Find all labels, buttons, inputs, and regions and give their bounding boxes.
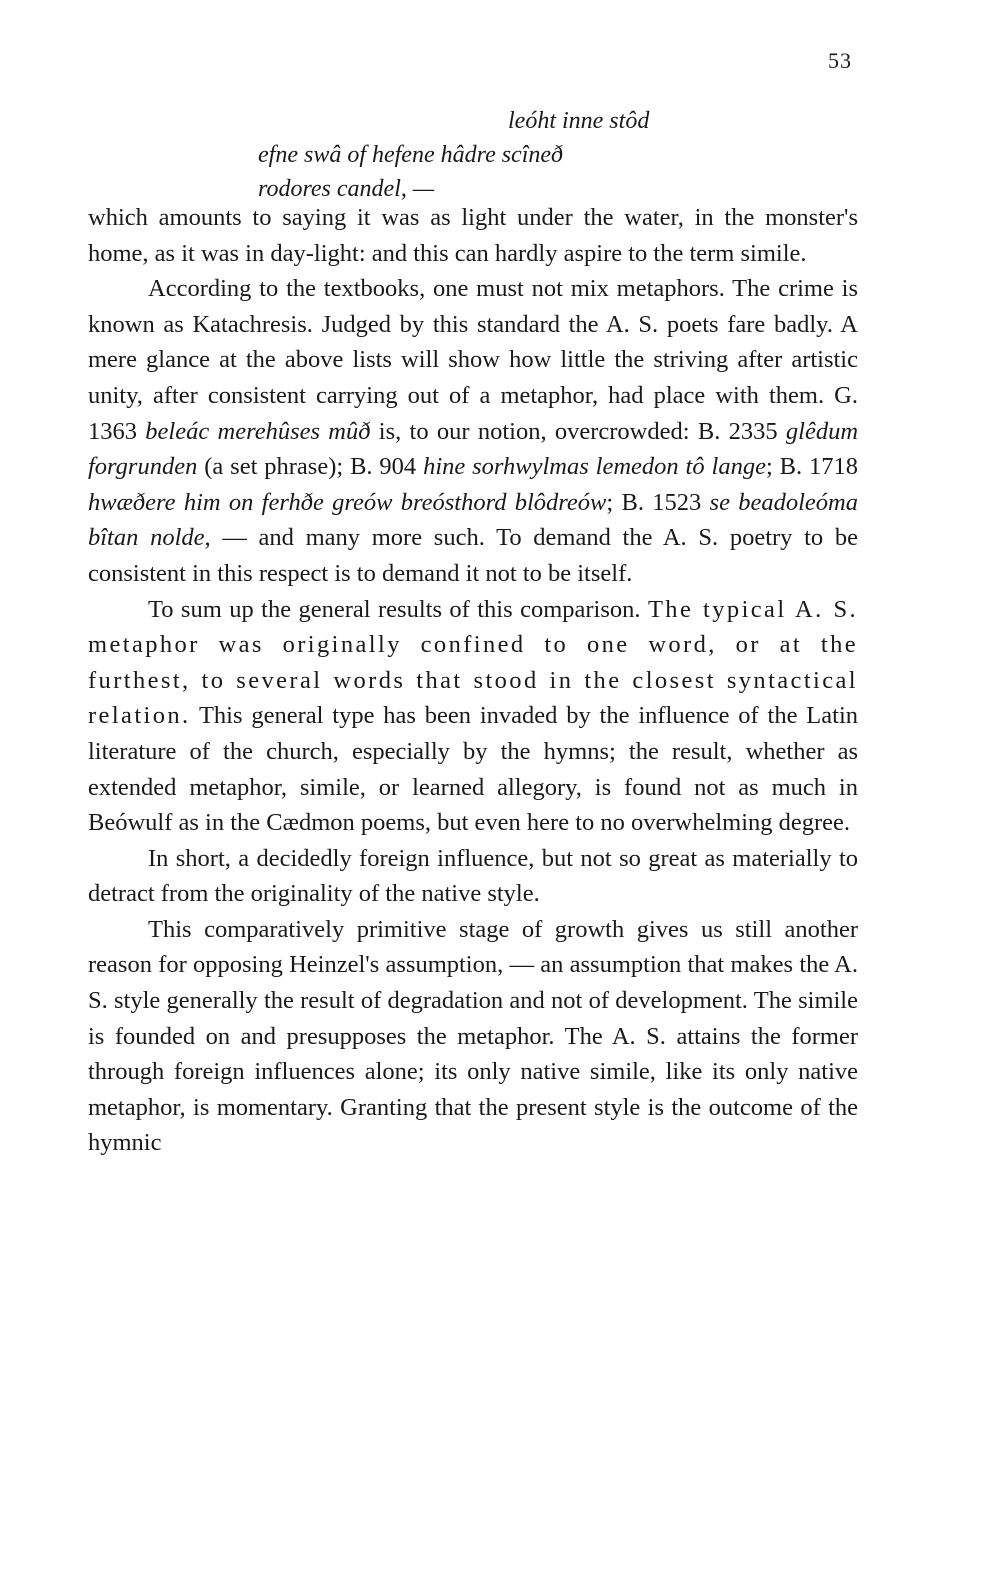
verse-line-1: leóht inne stôd	[508, 108, 650, 134]
quotation-hwaedere: hwæðere him on ferhðe greów breósthord blôdreów	[88, 488, 607, 516]
paragraph-4: In short, a decidedly foreign influence, but not so great as materially to detract from the originality of the native style.	[88, 844, 858, 908]
quotation-beadoleoma: se beadoleóma bîtan nolde	[88, 488, 858, 552]
paragraph-2-text-2: is, to our notion, overcrowded: B. 2335	[370, 417, 786, 445]
body-text	[88, 200, 858, 1161]
verse-line-3: rodores candel, —	[258, 176, 435, 202]
paragraph-2-text-1: According to the textbooks, one must not mix metaphors. The crime is known as Katachresis. Judged by this standard the A. S. poets fare badly. A mere glance at the above lists will show how little the striving after artistic unity, after consistent carrying out of a metaphor, had place with them. G. 1363	[88, 275, 858, 445]
paragraph-2-text-4: ; B. 1718	[765, 453, 859, 481]
page-number: 53	[828, 48, 852, 73]
paragraph-2	[88, 271, 858, 591]
paragraph-3-emphasis: The typical A. S. metaphor was originally confined to one word, or at the furthest, to several words that stood in the closest syntactical relation.	[88, 595, 858, 730]
quotation-sorhwylmas: hine sorhwylmas lemedon tô lange	[423, 453, 766, 481]
paragraph-3-text-3: This general type has been invaded by the influence of the Latin literature of the church, especially by the hymns; the result, whether as extended metaphor, simile, or learned allegory, is found not as much in Beówulf as in the Cædmon poems, but even here to no overwhelming degree.	[88, 702, 858, 837]
paragraph-2-text-3: (a set phrase); B. 904	[197, 453, 424, 481]
paragraph-3	[88, 592, 858, 841]
paragraph-5: This comparatively primitive stage of growth gives us still another reason for opposing Heinzel's assumption, — an assumption that makes the A. S. style generally the result of degradation and not of development. The simile is founded on and presupposes the metaphor. The A. S. attains the former through foreign influences alone; its only native simile, like its only native metaphor, is momentary. Granting that the present style is the outcome of the hymnic	[88, 915, 858, 1157]
quotation-merehuses: beleác merehûses mûð	[145, 417, 371, 445]
verse-line-2: efne swâ of hefene hâdre scîneð	[258, 142, 564, 168]
paragraph-2-text-6: , — and many more such. To demand the A. S. poetry to be consistent in this respect is to demand it not to be itself.	[88, 524, 858, 587]
paragraph-2-text-5: ; B. 1523	[606, 488, 710, 516]
paragraph-3-text-1: To sum up the general results of this comparison.	[148, 595, 648, 623]
paragraph-1: which amounts to saying it was as light under the water, in the monster's home, as it was in day-light: and this can hardly aspire to the term simile.	[88, 204, 858, 267]
quotation-gledum: glêdum forgrunden	[88, 417, 859, 481]
